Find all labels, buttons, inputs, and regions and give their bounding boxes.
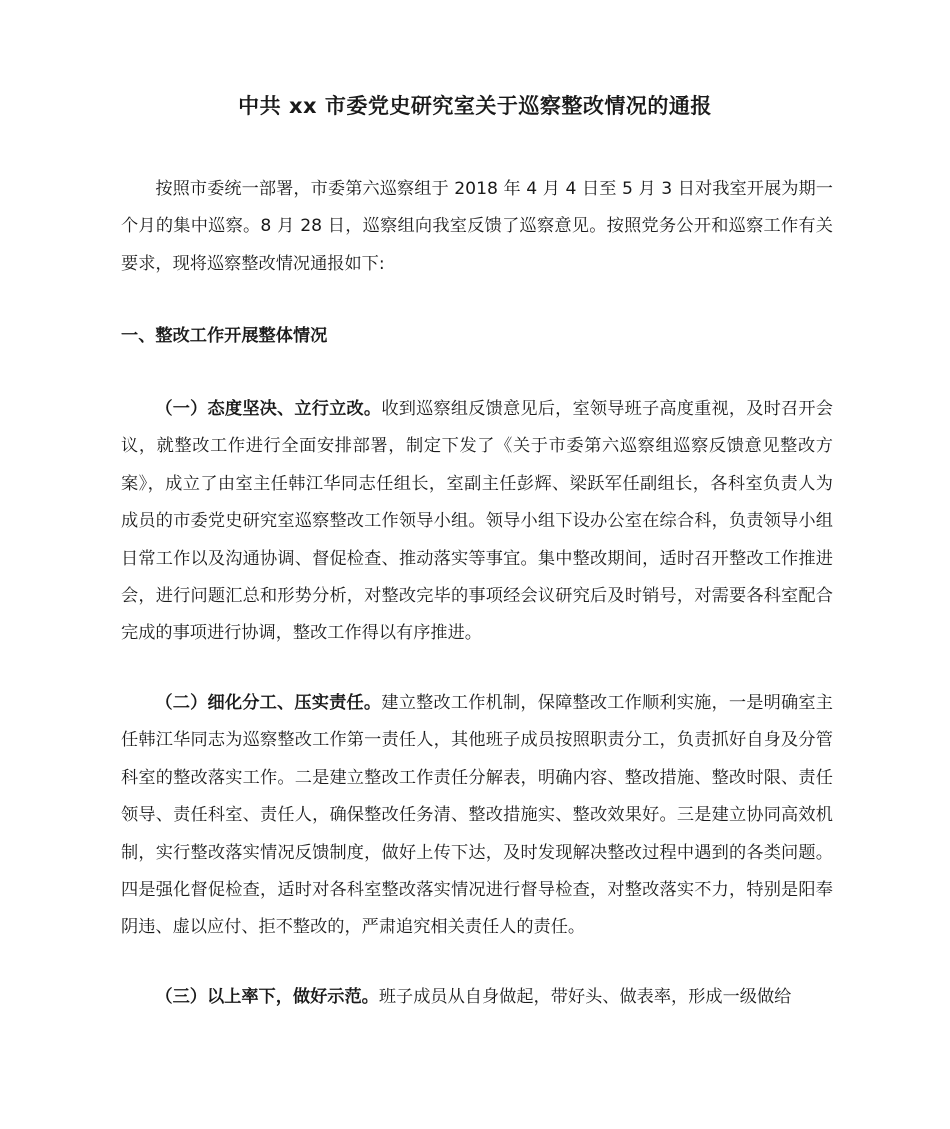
subsection-body-2: 建立整改工作机制，保障整改工作顺利实施，一是明确室主任韩江华同志为巡察整改工作第一责任人，其他班子成员按照职责分工，负责抓好自身及分管科室的整改落实工作。二是建立整改工作责任分解表，明确内容、整改措施、整改时限、责任领导、责任科室、责任人，确保整改任务清、整改措施实、整改效果好。三是建立协同高效机制，实行整改落实情况反馈制度，做好上传下达，及时发现解决整改过程中遇到的各类问题。四是强化督促检查，适时对各科室整改落实情况进行督导检查，对整改落实不力，特别是阳奉阴违、虚以应付、拒不整改的，严肃追究相关责任人的责任。 xyxy=(121,693,833,938)
document-title: 中共 xx 市委党史研究室关于巡察整改情况的通报 xyxy=(238,94,712,118)
subsection-paragraph-1 xyxy=(121,391,833,653)
subsection-paragraph-3 xyxy=(121,979,833,1016)
subsection-lead-3: （三）以上率下，做好示范。 xyxy=(155,987,379,1007)
subsection-body-1: 收到巡察组反馈意见后，室领导班子高度重视，及时召开会议，就整改工作进行全面安排部署，制定下发了《关于市委第六巡察组巡察反馈意见整改方案》，成立了由室主任韩江华同志任组长，室副主任彭辉、梁跃军任副组长，各科室负责人为成员的市委党史研究室巡察整改工作领导小组。领导小组下设办公室在综合科，负责领导小组日常工作以及沟通协调、督促检查、推动落实等事宜。集中整改期间，适时召开整改工作推进会，进行问题汇总和形势分析，对整改完毕的事项经会议研究后及时销号，对需要各科室配合完成的事项进行协调，整改工作得以有序推进。 xyxy=(121,399,833,644)
section-heading-1: 一、整改工作开展整体情况 xyxy=(121,326,328,346)
intro-paragraph: 按照市委统一部署，市委第六巡察组于 2018 年 4 月 4 日至 5 月 3 日对我室开展为期一个月的集中巡察。8 月 28 日，巡察组向我室反馈了巡察意见。按照党务公开和巡察工作有关要求，现将巡察整改情况通报如下: xyxy=(121,179,833,274)
subsection-body-3: 班子成员从自身做起，带好头、做表率，形成一级做给 xyxy=(378,987,792,1007)
subsection-lead-2: （二）细化分工、压实责任。 xyxy=(155,693,382,713)
subsection-lead-1: （一）态度坚决、立行立改。 xyxy=(155,399,382,419)
subsection-paragraph-2 xyxy=(121,685,833,947)
